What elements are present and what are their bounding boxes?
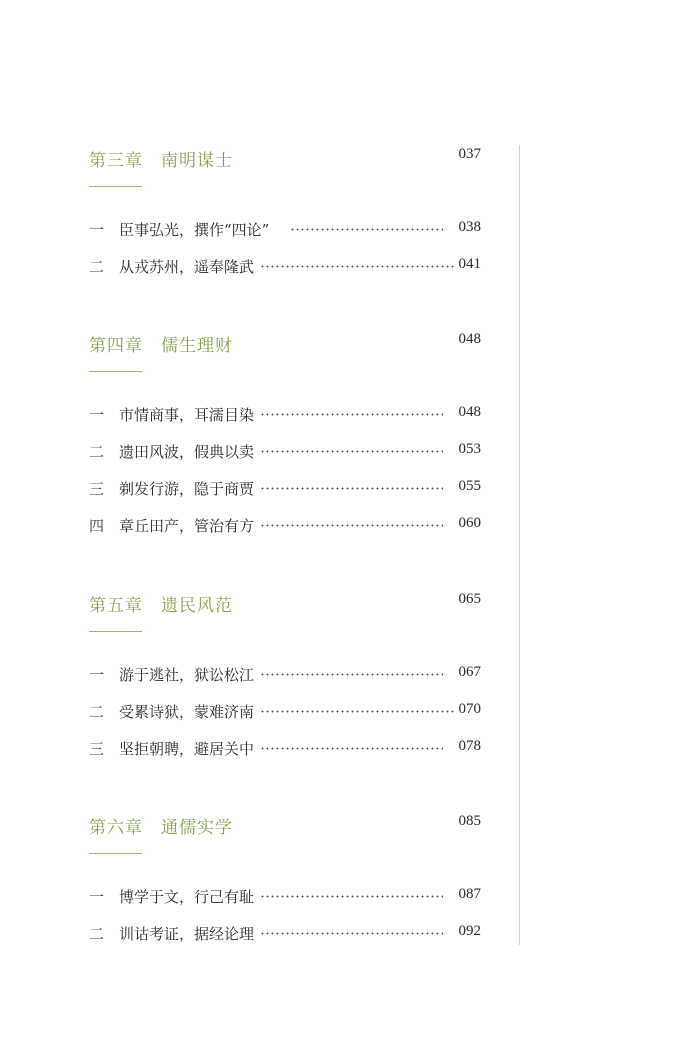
toc-entry[interactable] xyxy=(89,923,483,945)
toc-entry[interactable] xyxy=(89,404,483,426)
entry-page-number: 038 xyxy=(458,219,481,235)
toc-entry[interactable] xyxy=(89,441,483,463)
dot-leader xyxy=(260,413,443,416)
entry-page-number: 041 xyxy=(458,256,481,272)
entry-title: 受累诗狱，蒙难济南 xyxy=(119,703,255,721)
entry-title: 游于逃社，狱讼松江 xyxy=(119,666,255,684)
toc-entry[interactable] xyxy=(89,664,483,686)
chapter-page-number: 037 xyxy=(458,146,481,162)
chapter-title: 第六章 通儒实学 xyxy=(89,818,233,838)
entry-page-number: 078 xyxy=(458,738,481,754)
chapter-heading[interactable] xyxy=(89,331,483,355)
chapter-title: 第四章 儒生理财 xyxy=(89,336,233,356)
dot-leader xyxy=(260,524,443,527)
entry-title: 博学于文，行己有耻 xyxy=(119,888,255,906)
chapter-section xyxy=(89,591,483,758)
chapter-heading[interactable] xyxy=(89,813,483,837)
entry-page-number: 092 xyxy=(458,923,481,939)
toc-entry[interactable] xyxy=(89,219,483,241)
dot-leader xyxy=(260,265,456,268)
toc-entry[interactable] xyxy=(89,515,483,537)
entry-title: 市情商事，耳濡目染 xyxy=(119,406,255,424)
toc-entry[interactable] xyxy=(89,256,483,278)
chapter-page-number: 048 xyxy=(458,331,481,347)
entry-page-number: 048 xyxy=(458,404,481,420)
chapter-underline xyxy=(89,631,142,632)
dot-leader xyxy=(260,673,443,676)
toc-entry[interactable] xyxy=(89,738,483,760)
chapter-page-number: 085 xyxy=(458,813,481,829)
entry-number: 二 xyxy=(89,258,105,276)
chapter-heading[interactable] xyxy=(89,146,483,170)
entry-number: 一 xyxy=(89,666,105,684)
chapter-page-number: 065 xyxy=(458,591,481,607)
dot-leader xyxy=(260,487,443,490)
entry-title: 遗田风波，假典以卖 xyxy=(119,443,255,461)
entry-title: 从戎苏州，遥奉隆武 xyxy=(119,258,255,276)
entry-number: 一 xyxy=(89,406,105,424)
chapter-section xyxy=(89,146,483,276)
entry-page-number: 060 xyxy=(458,515,481,531)
entry-number: 三 xyxy=(89,480,105,498)
entry-number: 四 xyxy=(89,517,105,535)
dot-leader xyxy=(290,228,443,231)
entry-page-number: 070 xyxy=(458,701,481,717)
chapter-underline xyxy=(89,371,142,372)
dot-leader xyxy=(260,747,443,750)
entry-number: 二 xyxy=(89,925,105,943)
entry-page-number: 055 xyxy=(458,478,481,494)
entry-title: 臣事弘光，撰作“四论” xyxy=(119,221,270,239)
dot-leader xyxy=(260,932,443,935)
toc-entry[interactable] xyxy=(89,478,483,500)
entry-number: 二 xyxy=(89,443,105,461)
chapter-title: 第三章 南明谋士 xyxy=(89,151,233,171)
chapter-section xyxy=(89,813,483,943)
entry-page-number: 053 xyxy=(458,441,481,457)
dot-leader xyxy=(260,710,456,713)
chapter-heading[interactable] xyxy=(89,591,483,615)
entry-title: 章丘田产，管治有方 xyxy=(119,517,255,535)
entry-page-number: 067 xyxy=(458,664,481,680)
entry-number: 三 xyxy=(89,740,105,758)
chapter-section xyxy=(89,331,483,535)
entry-number: 一 xyxy=(89,221,105,239)
entry-title: 训诂考证，据经论理 xyxy=(119,925,255,943)
chapter-underline xyxy=(89,186,142,187)
vertical-divider xyxy=(519,145,520,945)
chapter-underline xyxy=(89,853,142,854)
entry-title: 坚拒朝聘，避居关中 xyxy=(119,740,255,758)
entry-number: 一 xyxy=(89,888,105,906)
entry-title: 剃发行游，隐于商贾 xyxy=(119,480,255,498)
entry-number: 二 xyxy=(89,703,105,721)
toc-entry[interactable] xyxy=(89,701,483,723)
entry-page-number: 087 xyxy=(458,886,481,902)
dot-leader xyxy=(260,450,443,453)
chapter-title: 第五章 遗民风范 xyxy=(89,596,233,616)
toc-entry[interactable] xyxy=(89,886,483,908)
dot-leader xyxy=(260,895,443,898)
